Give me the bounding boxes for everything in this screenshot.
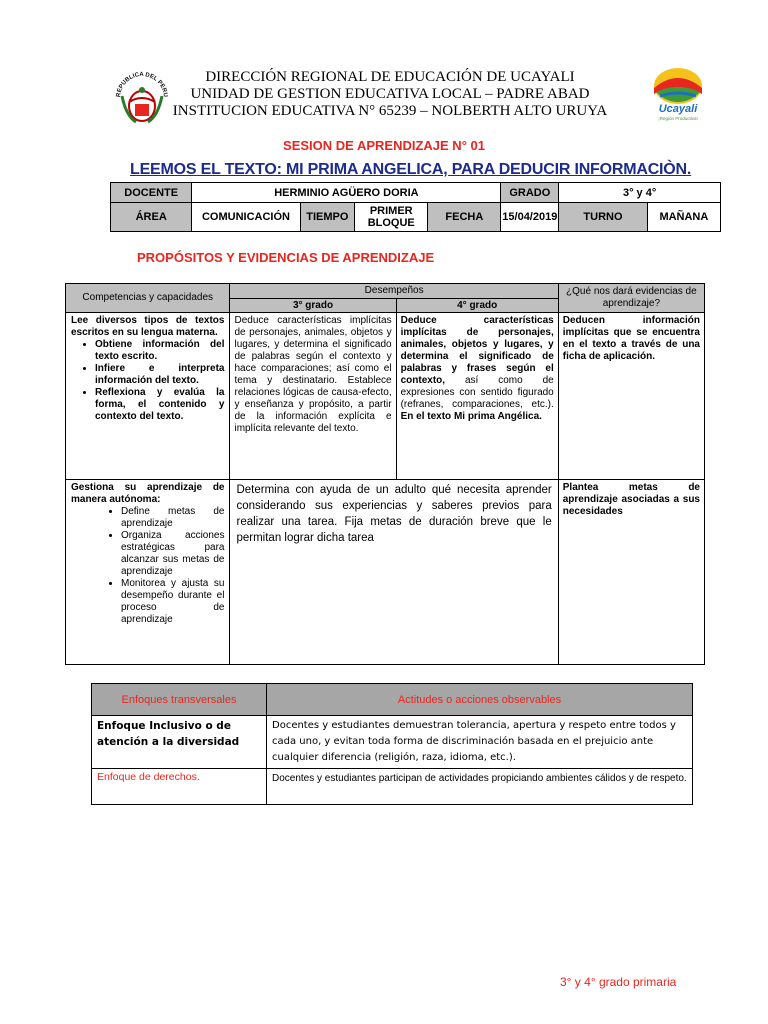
enfoque-name: Enfoque Inclusivo o de atención a la diversidad	[92, 716, 267, 769]
col-grado3: 3° grado	[230, 299, 396, 313]
competencia-lee: Lee diversos tipos de textos escritos en su lengua materna.	[71, 315, 225, 338]
grado-label: GRADO	[501, 183, 559, 203]
fecha-label: FECHA	[428, 203, 501, 232]
section-title: PROPÓSITOS Y EVIDENCIAS DE APRENDIZAJE	[137, 250, 435, 265]
header-line-1: DIRECCIÓN REGIONAL DE EDUCACIÓN DE UCAYALI	[205, 69, 575, 85]
session-title: SESION DE APRENDIZAJE N° 01	[283, 138, 485, 153]
col-enfoques: Enfoques transversales	[92, 684, 267, 716]
capacidad-item: • Organiza acciones estratégicas para alcanzar sus metas de aprendizaje	[121, 530, 224, 578]
grado-value: 3° y 4°	[559, 183, 721, 203]
ucayali-logo-slogan: ¡Región Productiva!	[658, 116, 698, 121]
main-title: LEEMOS EL TEXTO: MI PRIMA ANGELICA, PARA DEDUCIR INFORMACIÒN.	[130, 161, 692, 178]
enfoque-text: Docentes y estudiantes demuestran tolerancia, apertura y respeto entre todos y cada uno, y evitan toda forma de discriminación basada en el prejuicio ante cualquier diferencia (religión, raza, idioma, etc.).	[267, 716, 693, 769]
desempeno-grado3: Deduce características implícitas de personajes, animales, objetos y lugares, y determina el significado de palabras según el contexto y hace comparaciones; así como el tema y destinatario. Establece relaciones lógicas de causa-efecto, y enseñanza y propósito, a partir de la información explícita e implícita relevante del texto.	[230, 313, 396, 480]
ucayali-logo-text: Ucayali	[658, 103, 698, 115]
capacidad-item: • Define metas de aprendizaje	[121, 506, 224, 530]
enfoques-table	[91, 683, 693, 805]
turno-label: TURNO	[559, 203, 648, 232]
col-competencias: Competencias y capacidades	[66, 284, 230, 313]
header-line-2: UNIDAD DE GESTION EDUCATIVA LOCAL – PADRE ABAD	[190, 86, 590, 102]
footer-text: 3° y 4° grado primaria	[560, 975, 677, 989]
grado4-part-b: así como de expresiones con sentido figurado (refranes, comparaciones, etc.).	[400, 375, 554, 410]
evidencia-row1: Deducen información implícitas que se encuentra en el texto a través de una ficha de aplicación.	[558, 313, 704, 480]
competencia-gestiona: Gestiona su aprendizaje de manera autónoma:	[71, 482, 225, 505]
evidencia-row2: Plantea metas de aprendizaje asociadas a sus necesidades	[558, 480, 704, 665]
col-evidencias: ¿Qué nos dará evidencias de aprendizaje?	[558, 284, 704, 313]
enfoque-text: Docentes y estudiantes participan de actividades propiciando ambientes cálidos y de respeto.	[267, 769, 693, 805]
enfoque-name: Enfoque de derechos.	[92, 769, 267, 805]
col-grado4: 4° grado	[396, 299, 558, 313]
desempeno-grado4	[396, 313, 558, 480]
capacidad-item: • Monitorea y ajusta su desempeño durante el proceso de aprendizaje	[121, 578, 224, 626]
area-value: COMUNICACIÓN	[192, 203, 300, 232]
col-actitudes: Actitudes o acciones observables	[267, 684, 693, 716]
ucayali-logo	[640, 62, 716, 124]
area-label: ÁREA	[111, 203, 192, 232]
capacidad-item: • Infiere e interpreta información del texto.	[95, 363, 224, 387]
capacidad-item: • Obtiene información del texto escrito.	[95, 339, 224, 363]
info-table	[110, 182, 721, 232]
docente-value: HERMINIO AGÜERO DORIA	[192, 183, 501, 203]
grado4-part-a: Deduce características implícitas de personajes, animales, objetos y lugares, y determina el significado de palabras y frases según el contexto,	[400, 315, 554, 386]
header-line-3: INSTITUCION EDUCATIVA N° 65239 – NOLBERTH ALTO URUYA	[172, 103, 608, 119]
col-desempenos: Desempeños	[230, 284, 558, 299]
docente-label: DOCENTE	[111, 183, 192, 203]
tiempo-value: PRIMER BLOQUE	[355, 203, 428, 232]
capacidad-item: • Reflexiona y evalúa la forma, el contenido y contexto del texto.	[95, 387, 224, 423]
grado4-part-c: En el texto Mi prima Angélica.	[400, 411, 542, 422]
purposes-table	[65, 283, 705, 665]
peru-logo-text: REPUBLICA DEL PERU	[115, 71, 169, 98]
tiempo-label: TIEMPO	[300, 203, 355, 232]
desempeno-gestiona: Determina con ayuda de un adulto qué necesita aprender considerando sus experiencias y saberes previos para realizar una tarea. Fija metas de duración breve que le permitan lograr dicha tarea	[230, 480, 558, 665]
turno-value: MAÑANA	[647, 203, 720, 232]
fecha-value: 15/04/2019	[501, 203, 559, 232]
